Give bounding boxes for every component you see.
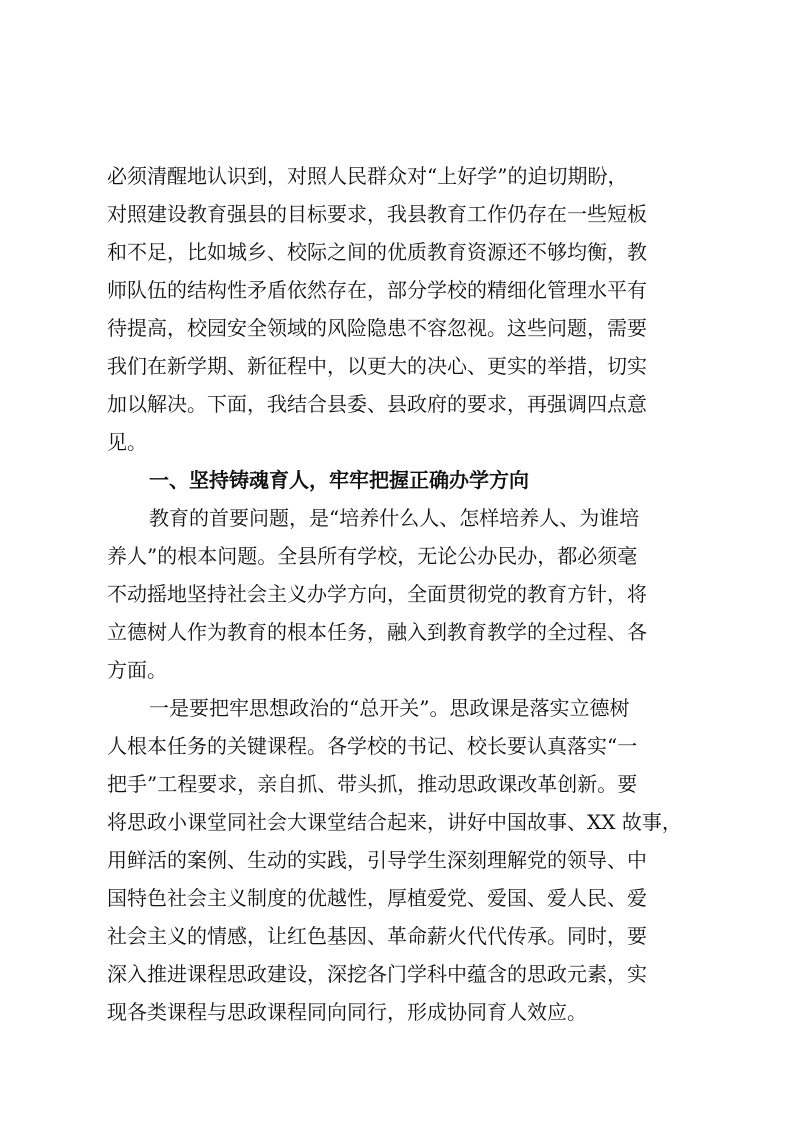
text-line: 用鲜活的案例、生动的实践，引导学生深刻理解党的领导、中 (107, 848, 647, 872)
text-line: 加以解决。下面，我结合县委、县政府的要求，再强调四点意 (107, 392, 647, 416)
text-line: 把手”工程要求，亲自抓、带头抓，推动思政课改革创新。要 (107, 772, 638, 796)
text-line: 待提高，校园安全领域的风险隐患不容忽视。这些问题，需要 (107, 316, 647, 340)
text-line: 深入推进课程思政建设，深挖各门学科中蕴含的思政元素，实 (107, 962, 647, 986)
document-page (107, 157, 682, 1031)
text-line: 一是要把牢思想政治的“总开关”。思政课是落实立德树 (149, 696, 630, 720)
text-line: 对照建设教育强县的目标要求，我县教育工作仍存在一些短板 (107, 202, 647, 226)
text-line: 一、坚持铸魂育人，牢牢把握正确办学方向 (149, 468, 529, 492)
paragraph (107, 689, 682, 1031)
paragraph (107, 157, 647, 461)
text-line: 我们在新学期、新征程中，以更大的决心、更实的举措，切实 (107, 354, 647, 378)
text-line: 必须清醒地认识到，对照人民群众对“上好学”的迫切期盼， (107, 164, 628, 188)
text-line: 见。 (107, 430, 147, 454)
section-heading (107, 461, 613, 499)
text-line: 方面。 (107, 658, 167, 682)
text-line: 师队伍的结构性矛盾依然存在，部分学校的精细化管理水平有 (107, 278, 647, 302)
text-line: 社会主义的情感，让红色基因、革命薪火代代传承。同时，要 (107, 924, 647, 948)
text-line: 国特色社会主义制度的优越性，厚植爱党、爱国、爱人民、爱 (107, 886, 647, 910)
text-line: 养人”的根本问题。全县所有学校，无论公办民办，都必须毫 (107, 544, 638, 568)
text-line: 教育的首要问题，是“培养什么人、怎样培养人、为谁培 (149, 506, 640, 530)
text-line: 人根本任务的关键课程。各学校的书记、校长要认真落实“一 (107, 734, 638, 758)
text-line: 和不足，比如城乡、校际之间的优质教育资源还不够均衡，教 (107, 240, 647, 264)
text-line: 不动摇地坚持社会主义办学方向，全面贯彻党的教育方针，将 (107, 582, 647, 606)
text-line: 将思政小课堂同社会大课堂结合起来，讲好中国故事、XX 故事， (107, 810, 682, 834)
text-line: 立德树人作为教育的根本任务，融入到教育教学的全过程、各 (107, 620, 647, 644)
text-line: 现各类课程与思政课程同向同行，形成协同育人效应。 (107, 1000, 587, 1024)
paragraph (107, 499, 647, 689)
